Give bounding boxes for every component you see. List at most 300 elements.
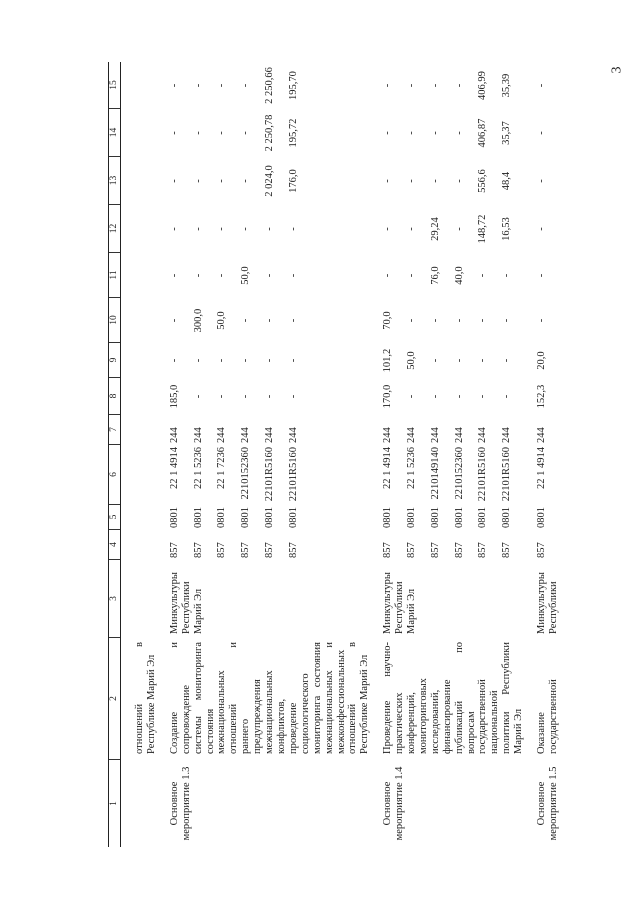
description-word: политики <box>501 711 513 754</box>
value-col-8: - <box>406 394 418 399</box>
value-col-13-cell <box>536 157 560 205</box>
value-col-10-cell <box>134 298 158 343</box>
table-row <box>169 62 371 847</box>
table-row <box>536 62 560 847</box>
description-line: конференций, <box>406 692 418 754</box>
value-col-13: 176,0 <box>287 169 299 193</box>
description-word: отношений <box>134 703 145 754</box>
value-col-15: - <box>429 83 441 88</box>
value-col-9-cell <box>169 343 371 378</box>
section-code: 0801 <box>453 507 465 528</box>
grbs-code: 857 <box>240 542 252 558</box>
value-col-11: 76,0 <box>429 266 441 285</box>
value-col-8: - <box>453 394 465 399</box>
value-col-12-cell <box>382 205 525 253</box>
responsible-executor-line: Минкультуры <box>536 572 548 634</box>
expense-type-code: 244 <box>382 427 394 443</box>
expense-type-code: 244 <box>429 427 441 443</box>
grbs-code-cell <box>536 530 560 560</box>
responsible-executor-cell <box>382 560 525 638</box>
target-article-code: 22101R5160 <box>477 447 489 502</box>
description-word: Республики <box>501 642 513 695</box>
grbs-code: 857 <box>536 542 548 558</box>
expense-type-code: 244 <box>536 427 548 443</box>
value-col-12-cell <box>134 205 158 253</box>
value-col-11: - <box>382 273 394 278</box>
description-line: предупреждения <box>252 679 264 754</box>
value-col-10: - <box>406 318 418 323</box>
target-article-code-cell <box>536 445 560 505</box>
grbs-code: 857 <box>382 542 394 558</box>
value-col-10-cell <box>536 298 560 343</box>
value-col-13: - <box>406 179 418 183</box>
value-col-12: - <box>240 227 252 231</box>
value-col-8: - <box>264 394 275 399</box>
value-col-15: - <box>240 83 252 88</box>
value-col-13: - <box>168 179 180 183</box>
description-word: системы <box>192 716 204 754</box>
value-col-10: - <box>168 318 180 323</box>
value-col-11-cell <box>536 253 560 298</box>
activity-name-cell <box>169 760 371 847</box>
value-col-13: - <box>216 179 228 183</box>
description-line: практических <box>394 692 406 754</box>
section-code-cell <box>169 505 371 530</box>
value-col-13: - <box>192 179 204 183</box>
value-col-14-cell <box>134 109 158 157</box>
column-number-header: 15 <box>109 62 120 109</box>
responsible-executor-line: Минкультуры <box>168 572 180 634</box>
responsible-executor-line: Марий Эл <box>406 588 418 634</box>
value-col-9: - <box>216 358 228 363</box>
description-line: мониторинговых <box>417 678 429 754</box>
value-col-10: - <box>429 318 441 323</box>
value-col-15-cell <box>382 62 525 109</box>
grbs-code: 857 <box>192 542 204 558</box>
section-code: 0801 <box>168 507 180 528</box>
description-word: научно- <box>382 642 394 677</box>
description-line: межнациональных <box>264 670 276 754</box>
section-code: 0801 <box>216 507 228 528</box>
description-word: и <box>168 642 180 648</box>
description-line: Республике Марий Эл <box>359 654 371 754</box>
responsible-executor-line: Республики <box>548 581 559 634</box>
value-col-15: - <box>216 83 228 88</box>
description-line: сопровождение <box>180 684 192 754</box>
value-col-8: - <box>216 394 228 399</box>
target-article-code-cell <box>134 445 158 505</box>
value-col-11: 40,0 <box>453 266 465 285</box>
page-number: 3 <box>609 66 625 74</box>
value-col-14: 406,87 <box>477 118 489 148</box>
value-col-8-cell <box>382 378 525 415</box>
expense-type-code: 244 <box>264 427 275 443</box>
value-col-8: - <box>477 394 489 399</box>
description-line: Марий Эл <box>513 708 525 754</box>
target-article-code: 22 1 7236 <box>216 447 228 489</box>
value-col-15-cell <box>536 62 560 109</box>
value-col-14: - <box>453 131 465 135</box>
section-code: 0801 <box>536 507 548 528</box>
column-number-header: 12 <box>109 205 120 253</box>
description-line <box>324 642 336 754</box>
value-col-8: 185,0 <box>168 384 180 409</box>
value-col-12: - <box>287 227 299 231</box>
description-word: в <box>134 642 145 647</box>
description-line: межконфессиональных <box>335 649 347 754</box>
value-col-9: - <box>453 358 465 363</box>
target-article-code: 22 1 5236 <box>406 447 418 489</box>
description-cell <box>382 638 525 760</box>
value-col-14: - <box>192 131 204 135</box>
grbs-code: 857 <box>168 542 180 558</box>
target-article-code: 22 1 4914 <box>536 447 548 489</box>
activity-name-line: мероприятие 1.5 <box>548 766 559 841</box>
section-code-cell <box>382 505 525 530</box>
description-word: публикаций <box>453 700 465 754</box>
section-code: 0801 <box>264 507 275 528</box>
section-code: 0801 <box>429 507 441 528</box>
column-number-header: 5 <box>109 505 120 530</box>
description-line <box>193 642 205 754</box>
grbs-code: 857 <box>216 542 228 558</box>
activity-name-line: мероприятие 1.4 <box>394 766 406 841</box>
description-word: состояния <box>311 642 323 688</box>
description-word: и <box>323 642 335 648</box>
description-line <box>228 642 240 754</box>
value-col-12: - <box>192 227 204 231</box>
value-col-12: 29,24 <box>429 217 441 241</box>
value-col-10: 300,0 <box>192 308 204 333</box>
responsible-executor-line: Марий Эл <box>192 588 204 634</box>
target-article-code: 2210152360 <box>453 447 465 500</box>
value-col-14: - <box>536 131 548 135</box>
value-col-13-cell <box>169 157 371 205</box>
description-line: проведение <box>287 702 299 754</box>
value-col-14-cell <box>536 109 560 157</box>
value-col-8: - <box>192 394 204 399</box>
value-col-11: - <box>192 273 204 278</box>
description-line <box>312 642 324 754</box>
activity-name-line: Основное <box>382 781 394 826</box>
target-article-code: 22101R5160 <box>264 447 275 502</box>
target-article-code: 22 1 5236 <box>192 447 204 489</box>
expense-type-code-cell <box>382 415 525 445</box>
description-line: межнациональных <box>216 670 228 754</box>
description-line <box>454 642 466 754</box>
expense-type-code: 244 <box>192 427 204 443</box>
value-col-14: - <box>382 131 394 135</box>
description-line: социологического <box>299 673 311 754</box>
description-line: исследований, <box>429 689 441 754</box>
description-line: национальной <box>489 690 501 754</box>
value-col-11: - <box>477 273 489 278</box>
value-col-12: - <box>168 227 180 231</box>
value-col-14-cell <box>169 109 371 157</box>
value-col-10: 50,0 <box>216 311 228 330</box>
value-col-10: - <box>501 318 513 323</box>
value-col-11: - <box>264 273 275 278</box>
value-col-14: - <box>429 131 441 135</box>
section-code: 0801 <box>382 507 394 528</box>
table-body <box>134 62 571 847</box>
column-number-header: 7 <box>109 415 120 445</box>
responsible-executor-cell <box>536 560 560 638</box>
description-word: в <box>347 642 359 647</box>
value-col-10-cell <box>169 298 371 343</box>
expense-type-code: 244 <box>501 427 513 443</box>
expense-type-code: 244 <box>477 427 489 443</box>
value-col-12: - <box>264 227 275 231</box>
value-col-14: 35,37 <box>501 121 513 145</box>
grbs-code-cell <box>382 530 525 560</box>
description-word: отношений <box>228 703 240 754</box>
value-col-11: - <box>536 273 548 278</box>
value-col-9: - <box>429 358 441 363</box>
description-word: межнациональных <box>323 670 335 754</box>
activity-name-line: мероприятие 1.3 <box>180 766 192 841</box>
value-col-9: - <box>287 358 299 363</box>
description-line: государственной <box>548 679 559 754</box>
value-col-12: - <box>453 227 465 231</box>
expense-type-code: 244 <box>406 427 418 443</box>
description-line: состояния <box>204 708 216 754</box>
value-col-12: - <box>406 227 418 231</box>
table-header-row <box>108 62 121 847</box>
value-col-14: - <box>216 131 228 135</box>
section-code: 0801 <box>477 507 489 528</box>
target-article-code: 2210149140 <box>429 447 441 500</box>
value-col-13: 556,6 <box>477 169 489 193</box>
target-article-code: 22 1 4914 <box>382 447 394 489</box>
description-line: конфликтов, <box>275 698 287 754</box>
value-col-8: 152,3 <box>536 384 548 409</box>
value-col-12-cell <box>536 205 560 253</box>
value-col-11: 50,0 <box>240 266 252 285</box>
value-col-9: - <box>192 358 204 363</box>
value-col-9-cell <box>134 343 158 378</box>
grbs-code: 857 <box>264 542 275 558</box>
value-col-9: - <box>264 358 275 363</box>
value-col-9: 101,2 <box>382 348 394 373</box>
value-col-10: - <box>264 318 275 323</box>
value-col-15: - <box>168 83 180 88</box>
value-col-10: - <box>240 318 252 323</box>
section-code: 0801 <box>287 507 299 528</box>
grbs-code: 857 <box>429 542 441 558</box>
value-col-15: - <box>382 83 394 88</box>
value-col-14: 195,72 <box>287 118 299 148</box>
target-article-code: 2210152360 <box>240 447 252 500</box>
description-line <box>169 642 181 754</box>
value-col-15: 406,99 <box>477 71 489 100</box>
value-col-14: - <box>406 131 418 135</box>
expense-type-code: 244 <box>168 427 180 443</box>
value-col-9: 50,0 <box>406 351 418 370</box>
value-col-13-cell <box>134 157 158 205</box>
value-col-13: - <box>240 179 252 183</box>
column-number-header: 4 <box>109 530 120 560</box>
description-word: отношений <box>347 703 359 754</box>
value-col-12-cell <box>169 205 371 253</box>
value-col-9: - <box>501 358 513 363</box>
value-col-9: 20,0 <box>536 351 548 370</box>
grbs-code: 857 <box>453 542 465 558</box>
responsible-executor-line: Минкультуры <box>382 572 394 634</box>
section-code: 0801 <box>406 507 418 528</box>
description-line: Республике Марий Эл <box>145 654 157 754</box>
target-article-code: 22 1 4914 <box>168 447 180 489</box>
expense-type-code-cell <box>134 415 158 445</box>
value-col-9: - <box>477 358 489 363</box>
value-col-12: - <box>382 227 394 231</box>
responsible-executor-cell <box>169 560 371 638</box>
value-col-15: - <box>192 83 204 88</box>
activity-name-cell <box>134 760 158 847</box>
column-number-header: 2 <box>109 638 120 760</box>
value-col-12: 148,72 <box>477 214 489 244</box>
value-col-15: 195,70 <box>287 71 299 100</box>
value-col-13: - <box>536 179 548 183</box>
value-col-14: - <box>240 131 252 135</box>
target-article-code-cell <box>382 445 525 505</box>
value-col-8: - <box>501 394 513 399</box>
value-col-13: - <box>382 179 394 183</box>
expense-type-code-cell <box>169 415 371 445</box>
grbs-code-cell <box>134 530 158 560</box>
description-word: Создание <box>168 711 180 754</box>
value-col-11: - <box>287 273 299 278</box>
value-col-8: - <box>429 394 441 399</box>
value-col-11: - <box>216 273 228 278</box>
grbs-code: 857 <box>477 542 489 558</box>
value-col-10: - <box>287 318 299 323</box>
grbs-code: 857 <box>501 542 513 558</box>
value-col-8-cell <box>169 378 371 415</box>
value-col-15: 35,39 <box>501 73 513 98</box>
value-col-11: - <box>501 273 513 278</box>
grbs-code: 857 <box>406 542 418 558</box>
value-col-9-cell <box>536 343 560 378</box>
column-number-header: 10 <box>109 298 120 343</box>
target-article-code-cell <box>169 445 371 505</box>
expense-type-code-cell <box>536 415 560 445</box>
column-number-header: 9 <box>109 343 120 378</box>
value-col-11: - <box>406 273 418 278</box>
value-col-10: - <box>453 318 465 323</box>
value-col-15-cell <box>169 62 371 109</box>
column-number-header: 11 <box>109 253 120 298</box>
value-col-8: 170,0 <box>382 384 394 409</box>
value-col-8: - <box>287 394 299 399</box>
value-col-9: - <box>168 358 180 363</box>
table-row <box>382 62 525 847</box>
value-col-12: - <box>216 227 228 231</box>
value-col-15: - <box>536 83 548 88</box>
column-number-header: 8 <box>109 378 120 415</box>
target-article-code: 22101R5160 <box>287 447 299 502</box>
section-code-cell <box>536 505 560 530</box>
description-line: государственной <box>477 679 489 754</box>
description-line <box>347 642 359 754</box>
description-word: по <box>453 642 465 653</box>
description-line: Оказание <box>536 712 548 754</box>
description-line: финансирование <box>441 679 453 754</box>
column-number-header: 1 <box>109 801 119 806</box>
description-word: Проведение <box>382 700 394 754</box>
description-line <box>501 642 513 754</box>
section-code: 0801 <box>501 507 513 528</box>
value-col-11: - <box>168 273 180 278</box>
column-number-header: 13 <box>109 157 120 205</box>
column-number-header: 6 <box>109 445 120 505</box>
description-line: вопросам <box>465 711 477 754</box>
value-col-10: - <box>536 318 548 323</box>
column-number-header: 3 <box>109 560 120 638</box>
description-cell <box>134 638 158 760</box>
description-cell <box>169 638 371 760</box>
responsible-executor-line: Республики <box>394 581 406 634</box>
value-col-15: 2 250,66 <box>264 67 275 104</box>
value-col-9-cell <box>382 343 525 378</box>
value-col-14: - <box>168 131 180 135</box>
expense-type-code: 244 <box>216 427 228 443</box>
value-col-15: - <box>406 83 418 88</box>
target-article-code: 22101R5160 <box>501 447 513 502</box>
value-col-14: 2 250,78 <box>264 114 275 152</box>
value-col-15: - <box>453 83 465 88</box>
value-col-8: - <box>240 394 252 399</box>
description-word: мониторинга <box>192 642 204 701</box>
value-col-8-cell <box>536 378 560 415</box>
value-col-12: 16,53 <box>501 217 513 241</box>
value-col-13: 48,4 <box>501 171 513 191</box>
value-col-13-cell <box>382 157 525 205</box>
description-cell <box>536 638 560 760</box>
expense-type-code: 244 <box>453 427 465 443</box>
value-col-10: 70,0 <box>382 311 394 330</box>
value-col-14-cell <box>382 109 525 157</box>
value-col-15-cell <box>134 62 158 109</box>
description-line: раннего <box>240 718 252 754</box>
value-col-11-cell <box>134 253 158 298</box>
responsible-executor-line: Республики <box>180 581 192 634</box>
section-code: 0801 <box>192 507 204 528</box>
value-col-11-cell <box>382 253 525 298</box>
value-col-10: - <box>477 318 489 323</box>
value-col-13: - <box>429 179 441 183</box>
description-line <box>382 642 394 754</box>
grbs-code-cell <box>169 530 371 560</box>
value-col-12: - <box>536 227 548 231</box>
value-col-9: - <box>240 358 252 363</box>
activity-name-cell <box>382 760 525 847</box>
expense-type-code: 244 <box>287 427 299 443</box>
value-col-10-cell <box>382 298 525 343</box>
description-word: мониторинга <box>311 695 323 754</box>
value-col-11-cell <box>169 253 371 298</box>
column-number-header: 14 <box>109 109 120 157</box>
section-code-cell <box>134 505 158 530</box>
activity-name-line: Основное <box>168 781 180 826</box>
responsible-executor-cell <box>134 560 158 638</box>
value-col-13: 2 024,0 <box>264 165 275 197</box>
section-code: 0801 <box>240 507 252 528</box>
activity-name-line: Основное <box>536 781 548 826</box>
expense-type-code: 244 <box>240 427 252 443</box>
description-line <box>134 642 146 754</box>
table-row <box>134 62 158 847</box>
